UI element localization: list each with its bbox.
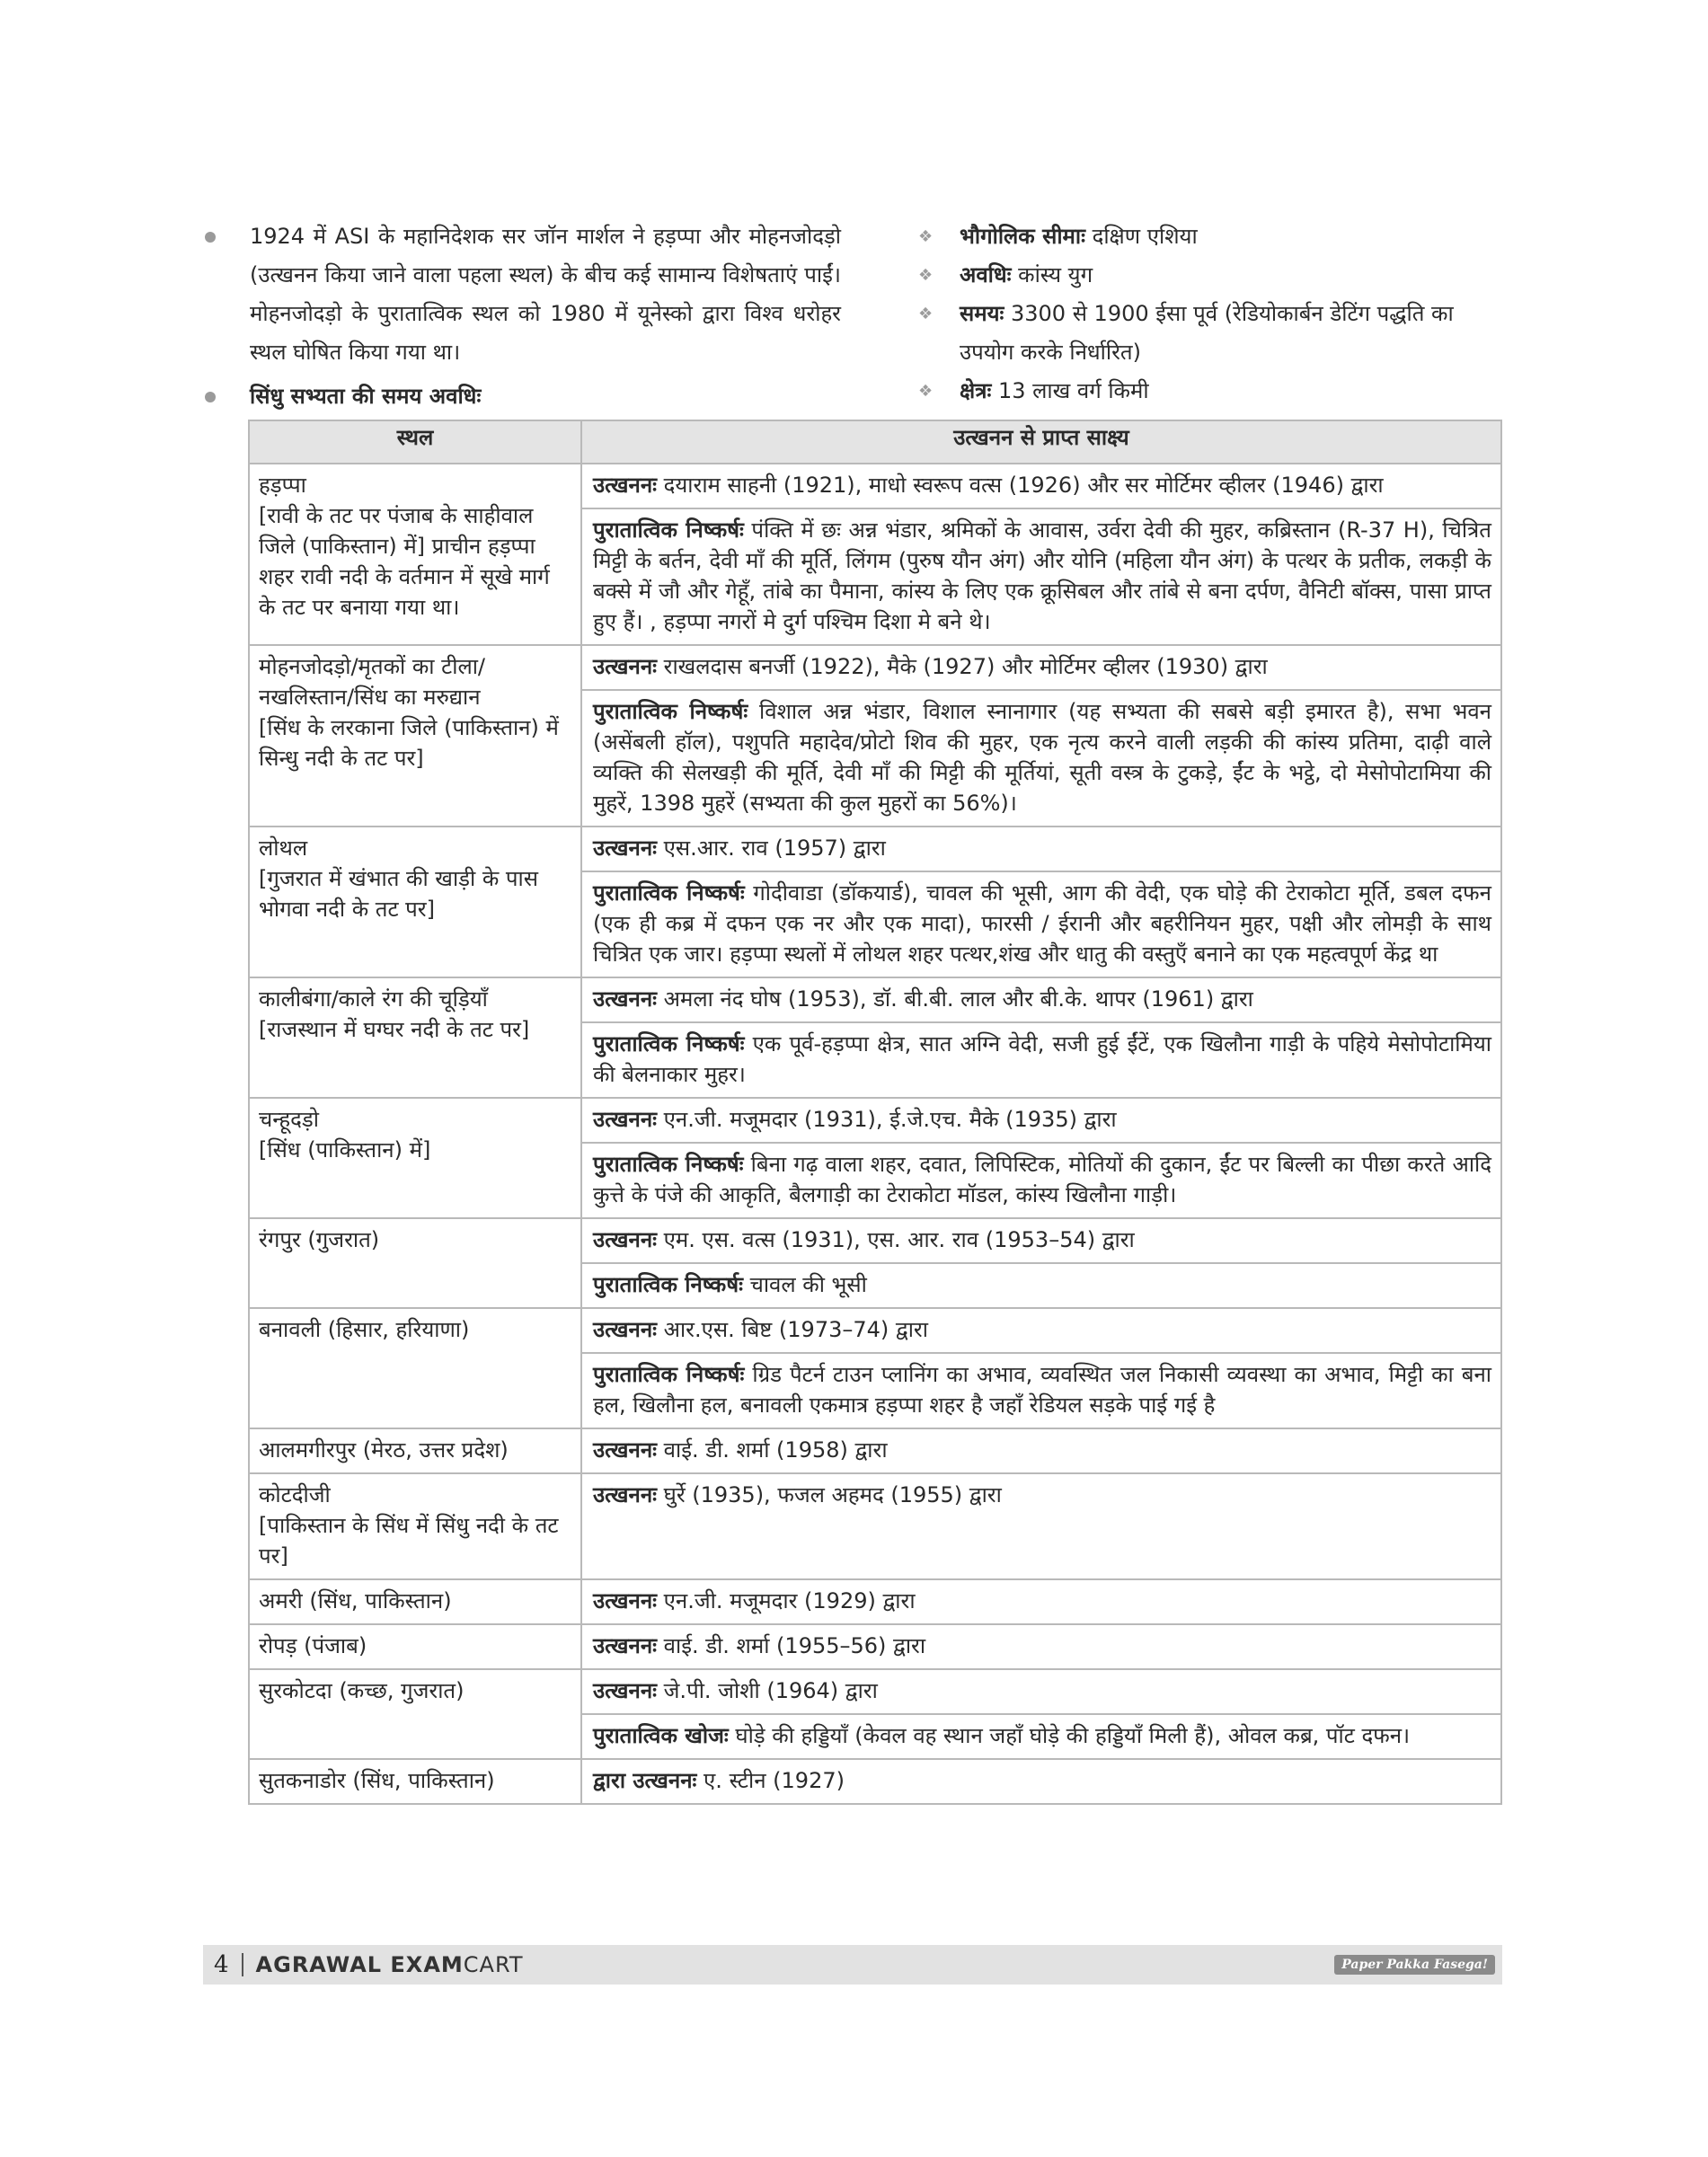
bullet-icon [205,232,216,243]
table-row [249,1624,1501,1669]
evidence-entry [582,978,1500,1021]
table-body [249,464,1501,1804]
evidence-label: उत्खननः [593,1678,657,1703]
brand-light: CART [463,1952,524,1977]
site-cell [249,827,581,977]
evidence-text: एन.जी. मजूमदार (1929) द्वारा [657,1588,916,1613]
evidence-label: उत्खननः [593,835,657,861]
evidence-text: एन.जी. मजूमदार (1931), ई.जे.एच. मैके (1935) द्वारा [657,1107,1117,1132]
evidence-label: पुरातात्विक निष्कर्षः [593,699,748,724]
evidence-entry [582,1429,1500,1472]
site-location: [पाकिस्तान के सिंध में सिंधु नदी के तट पर] [259,1513,559,1569]
diamond-bullet-icon: ❖ [918,227,934,246]
site-cell [249,1473,581,1579]
fact-value: 13 लाख वर्ग किमी [991,378,1149,403]
site-cell [249,464,581,645]
intro-bullet [203,377,841,416]
evidence-cell [581,1218,1501,1308]
intro-paragraph: 1924 में ASI के महानिदेशक सर जॉन मार्शल ने हड़प्पा और मोहनजोदड़ो (उत्खनन किया जाने वाला पहला स्थल) के बीच कई सामान्य विशेषताएं पाईं। मोहनजोदड़ो के पुरातात्विक स्थल को 1980 में यूनेस्को द्वारा विश्व धरोहर स्थल घोषित किया गया था। [250,224,841,365]
intro-left-column [203,217,841,416]
evidence-entry [582,508,1500,644]
evidence-cell [581,977,1501,1098]
page-number: 4 [214,1951,229,1978]
site-name: अमरी (सिंध, पाकिस्तान) [259,1588,452,1613]
evidence-entry [582,871,1500,977]
evidence-label: पुरातात्विक निष्कर्षः [593,1272,743,1297]
intro-right-column [916,217,1509,411]
site-cell [249,1759,581,1804]
diamond-bullet-icon: ❖ [918,266,934,285]
evidence-label: उत्खननः [593,1588,657,1613]
evidence-entry [582,646,1500,689]
evidence-label: उत्खननः [593,1437,657,1463]
site-location: [राजस्थान में घग्घर नदी के तट पर] [259,1017,530,1042]
header-evidence: उत्खनन से प्राप्त साक्ष्य [581,420,1501,464]
site-name: आलमगीरपुर (मेरठ, उत्तर प्रदेश) [259,1437,509,1463]
evidence-label: उत्खननः [593,1317,657,1342]
site-name: सुरकोटदा (कच्छ, गुजरात) [259,1678,465,1703]
site-name: रोपड़ (पंजाब) [259,1633,367,1658]
evidence-label: उत्खननः [593,1482,657,1507]
evidence-text: जे.पी. जोशी (1964) द्वारा [657,1678,878,1703]
evidence-entry [582,1474,1500,1517]
site-cell [249,1669,581,1759]
evidence-entry [582,1219,1500,1262]
evidence-label: पुरातात्विक खोजः [593,1723,729,1748]
site-cell [249,645,581,827]
site-name: कालीबंगा/काले रंग की चूड़ियाँ [259,986,488,1012]
tagline-badge: Paper Pakka Fasega! [1334,1955,1495,1975]
evidence-text: एस.आर. राव (1957) द्वारा [657,835,886,861]
fact-item [916,256,1509,295]
table-row [249,645,1501,827]
site-name: बनावली (हिसार, हरियाणा) [259,1317,470,1342]
evidence-text: राखलदास बनर्जी (1922), मैके (1927) और मोर्टिमर व्हीलर (1930) द्वारा [657,654,1268,679]
fact-label: अवधिः [960,262,1012,287]
site-cell [249,1579,581,1624]
evidence-text: ए. स्टीन (1927) [696,1768,845,1793]
site-name: लोथल [259,835,308,861]
table-row [249,1098,1501,1218]
evidence-cell [581,827,1501,977]
evidence-label: उत्खननः [593,986,657,1012]
evidence-entry [582,1309,1500,1352]
table-row [249,1428,1501,1473]
evidence-text: गोदीवाडा (डॉकयार्ड), चावल की भूसी, आग की वेदी, एक घोड़े की टेराकोटा मूर्ति, डबल दफन (एक ही कब्र में दफन एक नर और एक मादा), फारसी / ईरानी और बहरीनियन मुहर, पक्षी और लोमड़ी के साथ चित्रित एक जार। हड़प्पा स्थलों में लोथल शहर पत्थर,शंख और धातु की वस्तुएँ बनाने का एक महत्वपूर्ण केंद्र था [593,880,1491,967]
evidence-text: चावल की भूसी [742,1272,867,1297]
site-location: [रावी के तट पर पंजाब के साहीवाल जिले (पाकिस्तान) में] प्राचीन हड़प्पा शहर रावी नदी के वर्तमान में सूखे मार्ग के तट पर बनाया गया था। [259,503,550,620]
site-location: [सिंध के लरकाना जिले (पाकिस्तान) में सिन्धु नदी के तट पर] [259,715,559,771]
site-cell [249,1098,581,1218]
diamond-bullet-icon: ❖ [918,382,934,401]
evidence-entry [582,1625,1500,1668]
evidence-text: ग्रिड पैटर्न टाउन प्लानिंग का अभाव, व्यवस्थित जल निकासी व्यवस्था का अभाव, मिट्टी का बना हल, खिलौना हल, बनावली एकमात्र हड़प्पा शहर है जहाँ रेडियल सड़के पाई गई है [593,1362,1492,1418]
evidence-entry [582,1580,1500,1623]
evidence-entry [582,689,1500,826]
evidence-cell [581,1579,1501,1624]
site-cell [249,977,581,1098]
table-row [249,464,1501,645]
evidence-label: पुरातात्विक निष्कर्षः [593,1152,744,1177]
evidence-cell [581,1098,1501,1218]
evidence-entry [582,1352,1500,1428]
table-row [249,1759,1501,1804]
fact-label: समयः [960,301,1004,326]
evidence-text: घोड़े की हड्डियाँ (केवल वह स्थान जहाँ घोड़े की हड्डियाँ मिली हैं), ओवल कब्र, पॉट दफन। [728,1723,1411,1748]
evidence-entry [582,1760,1500,1803]
evidence-text: वाई. डी. शर्मा (1958) द्वारा [657,1437,888,1463]
table-row [249,1218,1501,1308]
page-footer [203,1945,1502,1985]
table-row [249,1579,1501,1624]
evidence-text: विशाल अन्न भंडार, विशाल स्नानागार (यह सभ्यता की सबसे बड़ी इमारत है), सभा भवन (असेंबली हॉल), पशुपति महादेव/प्रोटो शिव की मुहर, एक नृत्य करने वाली लड़की की कांस्य प्रतिमा, दाढ़ी वाले व्यक्ति की सेलखड़ी की मूर्ति, देवी माँ की मिट्टी की मूर्तियां, सूती वस्त्र के टुकड़े, ईंट के भट्ठे, दो मेसोपोटामिया की मुहरें, 1398 मुहरें (सभ्यता की कुल मुहरों का 56%)। [593,699,1491,816]
site-name: रंगपुर (गुजरात) [259,1227,380,1252]
evidence-entry [582,1099,1500,1142]
evidence-text: एक पूर्व-हड़प्पा क्षेत्र, सात अग्नि वेदी, सजी हुई ईंटें, एक खिलौना गाड़ी के पहिये मेसोपोटामिया की बेलनाकार मुहर। [593,1031,1491,1087]
evidence-entry [582,827,1500,871]
fact-label: भौगोलिक सीमाः [960,224,1085,249]
site-cell [249,1428,581,1473]
evidence-text: बिना गढ़ वाला शहर, दवात, लिपिस्टिक, मोतियों की दुकान, ईंट पर बिल्ली का पीछा करते आदि कुत्ते के पंजे की आकृति, बैलगाड़ी का टेराकोटा मॉडल, कांस्य खिलौना गाड़ी। [593,1152,1492,1207]
bullet-icon [205,392,216,402]
evidence-label: पुरातात्विक निष्कर्षः [593,880,745,906]
evidence-label: उत्खननः [593,1227,657,1252]
time-period-heading: सिंधु सभ्यता की समय अवधिः [250,384,482,409]
evidence-cell [581,1428,1501,1473]
intro-bullet [203,217,841,372]
evidence-cell [581,1624,1501,1669]
fact-label: क्षेत्रः [960,378,992,403]
evidence-text: घुर्रे (1935), फजल अहमद (1955) द्वारा [657,1482,1002,1507]
evidence-entry [582,1713,1500,1758]
evidence-cell [581,1473,1501,1579]
table-row [249,1308,1501,1428]
site-cell [249,1218,581,1308]
site-cell [249,1308,581,1428]
evidence-entry [582,1021,1500,1097]
evidence-label: उत्खननः [593,654,657,679]
site-name: कोटदीजी [259,1482,331,1507]
table-row [249,1669,1501,1759]
evidence-text: एम. एस. वत्स (1931), एस. आर. राव (1953–54) द्वारा [657,1227,1135,1252]
site-cell [249,1624,581,1669]
evidence-cell [581,645,1501,827]
evidence-cell [581,464,1501,645]
sites-table [248,420,1502,1805]
site-name: चन्हूदड़ो [259,1107,319,1132]
evidence-entry [582,1670,1500,1713]
evidence-label: उत्खननः [593,1633,657,1658]
evidence-entry [582,464,1500,508]
evidence-label: पुरातात्विक निष्कर्षः [593,517,744,543]
evidence-cell [581,1669,1501,1759]
fact-item [916,295,1509,372]
brand-bold: AGRAWAL EXAM [255,1952,464,1977]
fact-value: 3300 से 1900 ईसा पूर्व (रेडियोकार्बन डेटिंग पद्धति का उपयोग करके निर्धारित) [960,301,1454,365]
site-name: मोहनजोदड़ो/मृतकों का टीला/नखलिस्तान/सिंध का मरुद्यान [259,654,486,710]
evidence-cell [581,1308,1501,1428]
site-name: हड़प्पा [259,473,306,498]
table-row [249,1473,1501,1579]
site-location: [गुजरात में खंभात की खाड़ी के पास भोगवा नदी के तट पर] [259,866,538,922]
evidence-text: पंक्ति में छः अन्न भंडार, श्रमिकों के आवास, उर्वरा देवी की मुहर, कब्रिस्तान (R-37 H), चित्रित मिट्टी के बर्तन, देवी माँ की मूर्ति, लिंगम (पुरुष यौन अंग) और योनि (महिला यौन अंग) के पत्थर के प्रतीक, लकड़ी के बक्से में जौ और गेहूँ, तांबे का पैमाना, कांस्य के लिए एक क्रूसिबल और तांबे से बना दर्पण, वैनिटी बॉक्स, पासा प्राप्त हुए हैं। , हड़प्पा नगरों मे दुर्ग पश्चिम दिशा मे बने थे। [593,517,1491,634]
table-row [249,977,1501,1098]
evidence-label: पुरातात्विक निष्कर्षः [593,1362,745,1387]
site-location: [सिंध (पाकिस्तान) में] [259,1137,431,1162]
table-row [249,827,1501,977]
evidence-text: अमला नंद घोष (1953), डॉ. बी.बी. लाल और बी.के. थापर (1961) द्वारा [657,986,1253,1012]
evidence-text: दयाराम साहनी (1921), माधो स्वरूप वत्स (1926) और सर मोर्टिमर व्हीलर (1946) द्वारा [657,473,1384,498]
fact-item [916,217,1509,256]
evidence-entry [582,1142,1500,1217]
fact-value: दक्षिण एशिया [1084,224,1198,249]
table-header-row [249,420,1501,464]
brand-logo [256,1952,524,1977]
evidence-cell [581,1759,1501,1804]
evidence-text: वाई. डी. शर्मा (1955–56) द्वारा [657,1633,926,1658]
fact-value: कांस्य युग [1011,262,1093,287]
evidence-text: आर.एस. बिष्ट (1973–74) द्वारा [657,1317,928,1342]
footer-divider [242,1953,243,1976]
evidence-entry [582,1262,1500,1307]
site-name: सुतकनाडोर (सिंध, पाकिस्तान) [259,1768,495,1793]
evidence-label: पुरातात्विक निष्कर्षः [593,1031,745,1056]
header-site: स्थल [249,420,581,464]
fact-item [916,372,1509,411]
diamond-bullet-icon: ❖ [918,305,934,323]
evidence-label: उत्खननः [593,473,657,498]
evidence-label: उत्खननः [593,1107,657,1132]
evidence-label: द्वारा उत्खननः [593,1768,697,1793]
